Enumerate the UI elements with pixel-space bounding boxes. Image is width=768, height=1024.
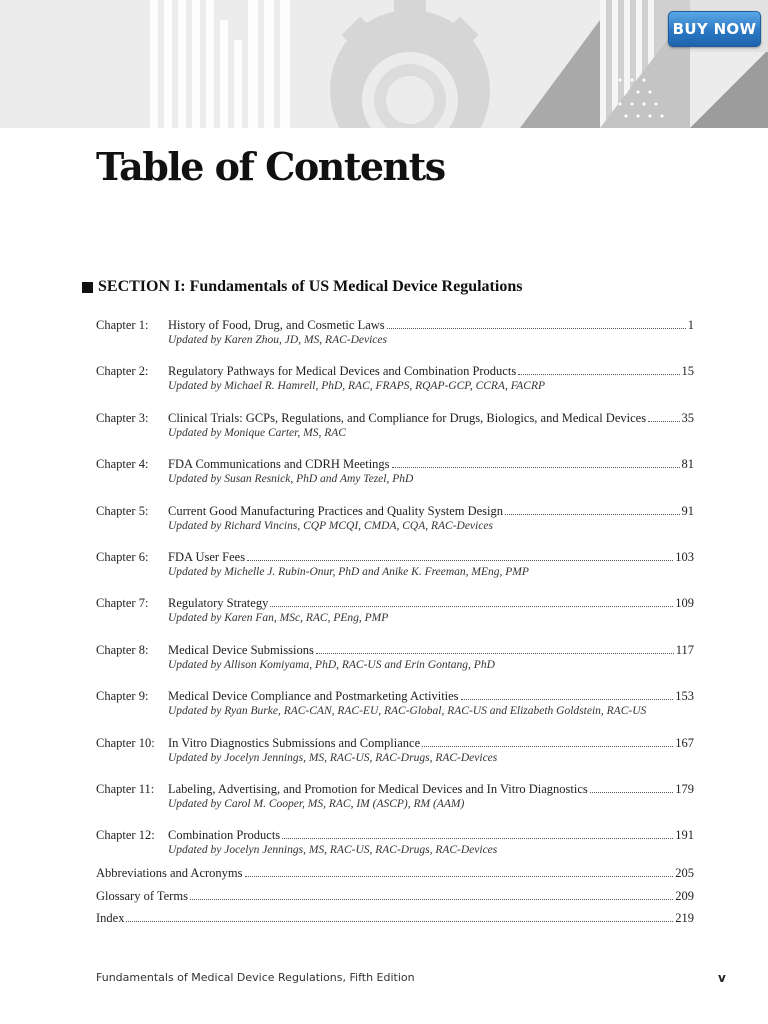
chapter-page: 167 xyxy=(675,735,694,750)
chapter-page: 191 xyxy=(675,828,694,843)
chapter-author: Updated by Monique Carter, MS, RAC xyxy=(168,426,346,439)
chapter-entry-9[interactable] xyxy=(96,688,694,734)
page-title: Table of Contents xyxy=(96,144,445,189)
chapter-number: Chapter 6: xyxy=(96,549,149,564)
dot-leader xyxy=(590,792,673,793)
chapter-page: 179 xyxy=(675,781,694,796)
dot-leader xyxy=(247,560,673,561)
dot-leader xyxy=(505,514,680,515)
chapter-page: 117 xyxy=(675,642,694,657)
dot-leader xyxy=(422,746,673,747)
banner-decoration xyxy=(0,0,768,128)
chapter-author: Updated by Ryan Burke, RAC-CAN, RAC-EU, RAC-Global, RAC-US and Elizabeth Goldstein, RAC-US xyxy=(168,705,647,718)
chapter-title: Combination Products xyxy=(168,828,281,843)
dot-leader xyxy=(190,899,673,900)
entry-title: Index xyxy=(96,911,125,925)
chapter-page: 81 xyxy=(681,457,694,472)
dot-leader xyxy=(648,421,679,422)
chapter-title: Regulatory Pathways for Medical Devices and Combination Products xyxy=(168,364,517,379)
chapter-author: Updated by Karen Fan, MSc, RAC, PEng, PMP xyxy=(168,612,389,625)
chapter-title: Clinical Trials: GCPs, Regulations, and Compliance for Drugs, Biologics, and Medical Devices xyxy=(168,410,647,425)
chapter-entry-7[interactable] xyxy=(96,595,694,641)
entry-page: 219 xyxy=(675,911,694,925)
back-matter-list xyxy=(96,865,694,933)
back-matter-entry-index[interactable] xyxy=(96,910,694,933)
chapter-author: Updated by Jocelyn Jennings, MS, RAC-US, RAC-Drugs, RAC-Devices xyxy=(168,844,498,857)
chapter-number: Chapter 3: xyxy=(96,410,149,425)
chapter-title: Current Good Manufacturing Practices and Quality System Design xyxy=(168,503,503,518)
buy-now-button[interactable]: BUY NOW xyxy=(668,11,761,47)
section-heading xyxy=(82,278,522,296)
section-title: SECTION I: Fundamentals of US Medical Device Regulations xyxy=(98,278,523,295)
chapter-page: 15 xyxy=(681,364,694,379)
chapter-author: Updated by Michelle J. Rubin-Onur, PhD and Anike K. Freeman, MEng, PMP xyxy=(168,565,529,578)
footer-book-title: Fundamentals of Medical Device Regulations, Fifth Edition xyxy=(96,971,415,984)
chapter-title: Medical Device Submissions xyxy=(168,642,314,657)
dot-leader xyxy=(461,699,674,700)
chapter-author: Updated by Jocelyn Jennings, MS, RAC-US, RAC-Drugs, RAC-Devices xyxy=(168,751,498,764)
chapter-title: Labeling, Advertising, and Promotion for Medical Devices and In Vitro Diagnostics xyxy=(168,781,588,796)
chapter-entry-11[interactable] xyxy=(96,781,694,827)
chapter-author: Updated by Michael R. Hamrell, PhD, RAC, FRAPS, RQAP-GCP, CCRA, FACRP xyxy=(168,380,545,393)
chapter-entry-5[interactable] xyxy=(96,503,694,549)
chapter-author: Updated by Karen Zhou, JD, MS, RAC-Devices xyxy=(168,334,387,346)
chapter-number: Chapter 12: xyxy=(96,828,155,843)
entry-title: Abbreviations and Acronyms xyxy=(96,866,243,880)
chapter-title: Medical Device Compliance and Postmarketing Activities xyxy=(168,689,459,704)
chapter-entry-6[interactable] xyxy=(96,549,694,595)
chapter-number: Chapter 10: xyxy=(96,735,155,750)
dot-leader xyxy=(270,606,673,607)
chapter-list xyxy=(96,317,694,874)
chapter-number: Chapter 4: xyxy=(96,457,149,472)
chapter-entry-8[interactable] xyxy=(96,642,694,688)
chapter-title: History of Food, Drug, and Cosmetic Laws xyxy=(168,318,385,332)
chapter-number: Chapter 11: xyxy=(96,781,155,796)
dot-leader xyxy=(126,921,673,922)
back-matter-entry-abbreviations[interactable] xyxy=(96,865,694,888)
chapter-number: Chapter 8: xyxy=(96,642,149,657)
dot-leader xyxy=(245,876,674,877)
chapter-number: Chapter 1: xyxy=(96,318,149,332)
chapter-number: Chapter 9: xyxy=(96,689,149,704)
chapter-author: Updated by Richard Vincins, CQP MCQI, CMDA, CQA, RAC-Devices xyxy=(168,519,493,532)
chapter-page: 153 xyxy=(675,689,694,704)
chapter-title: In Vitro Diagnostics Submissions and Compliance xyxy=(168,735,421,750)
chapter-page: 35 xyxy=(681,410,694,425)
chapter-number: Chapter 5: xyxy=(96,503,149,518)
dot-leader xyxy=(282,838,673,839)
chapter-title: Regulatory Strategy xyxy=(168,596,269,611)
dot-leader xyxy=(518,374,679,375)
chapter-author: Updated by Susan Resnick, PhD and Amy Tezel, PhD xyxy=(168,473,414,486)
chapter-title: FDA Communications and CDRH Meetings xyxy=(168,457,390,472)
back-matter-entry-glossary[interactable] xyxy=(96,888,694,911)
chapter-entry-2[interactable] xyxy=(96,363,694,409)
chapter-number: Chapter 7: xyxy=(96,596,149,611)
dot-leader xyxy=(316,653,674,654)
chapter-page: 91 xyxy=(681,503,694,518)
entry-page: 209 xyxy=(675,888,694,903)
chapter-entry-1[interactable] xyxy=(96,317,694,363)
chapter-title: FDA User Fees xyxy=(168,549,246,564)
chapter-page: 103 xyxy=(675,549,694,564)
footer-page-number: v xyxy=(718,971,726,985)
header-banner xyxy=(0,0,768,128)
chapter-entry-10[interactable] xyxy=(96,735,694,781)
section-marker-icon xyxy=(82,282,93,293)
entry-page: 205 xyxy=(675,866,694,880)
chapter-page: 1 xyxy=(687,318,694,332)
chapter-author: Updated by Allison Komiyama, PhD, RAC-US and Erin Gontang, PhD xyxy=(168,658,495,671)
chapter-entry-4[interactable] xyxy=(96,456,694,502)
chapter-entry-3[interactable] xyxy=(96,410,694,456)
chapter-page: 109 xyxy=(675,596,694,611)
dot-leader xyxy=(387,328,686,329)
dot-leader xyxy=(392,467,680,468)
entry-title: Glossary of Terms xyxy=(96,888,188,903)
chapter-author: Updated by Carol M. Cooper, MS, RAC, IM (ASCP), RM (AAM) xyxy=(168,797,465,810)
chapter-number: Chapter 2: xyxy=(96,364,149,379)
